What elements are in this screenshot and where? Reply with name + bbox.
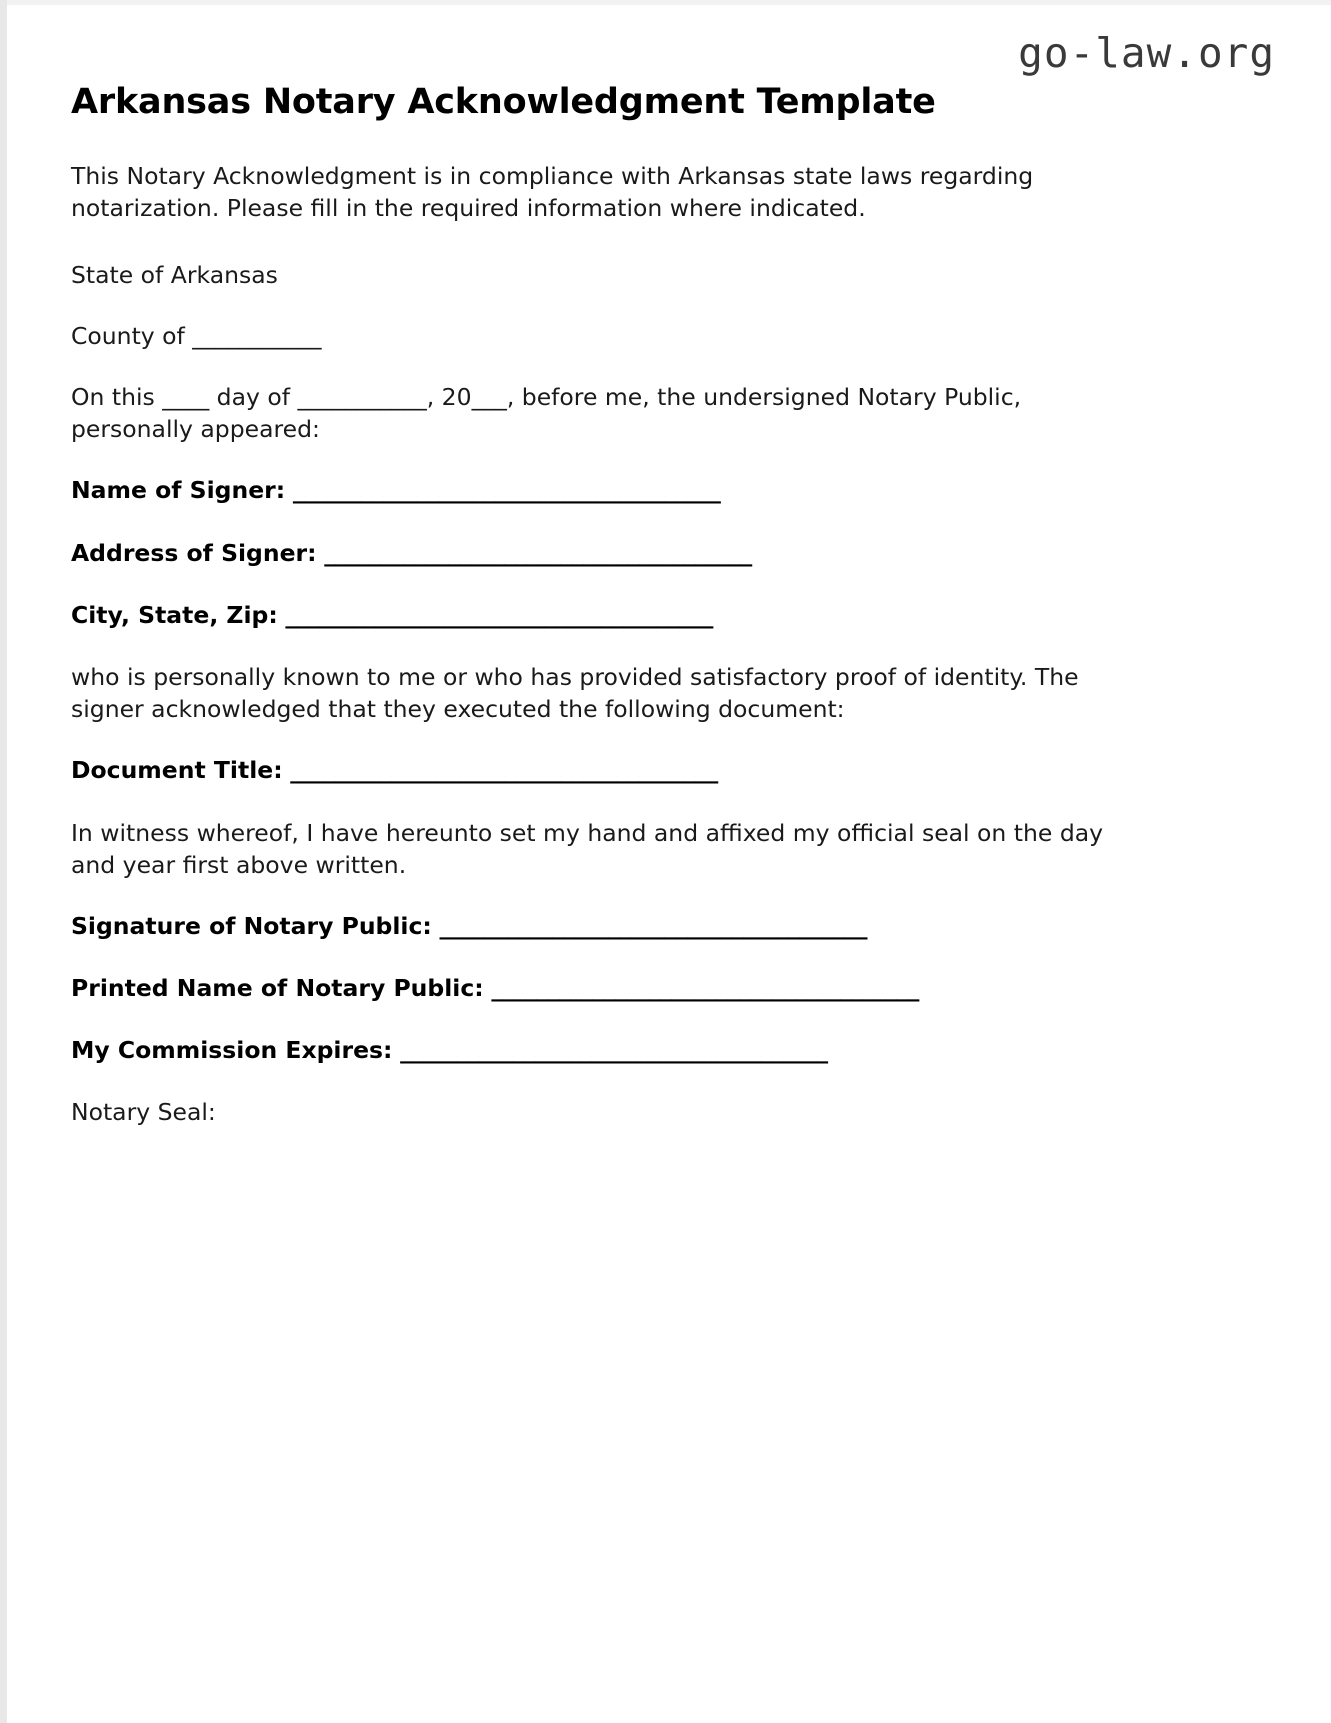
field-label: City, State, Zip: [71, 600, 278, 629]
field-label: Document Title: [71, 756, 283, 785]
page-title: Arkansas Notary Acknowledgment Template [71, 82, 936, 122]
site-watermark: go-law.org [1018, 29, 1275, 77]
field-blank[interactable]: ______________________________________ [392, 1036, 828, 1065]
field-printed-name-of-notary [71, 972, 1181, 1004]
field-label: Signature of Notary Public: [71, 911, 432, 940]
intro-paragraph: This Notary Acknowledgment is in compliance with Arkansas state laws regarding notarization. Please fill in the required information where indicated. [71, 162, 1034, 223]
field-document-title [71, 754, 1181, 786]
appearance-line: On this ____ day of ___________, 20___, before me, the undersigned Notary Public, personally appeared: [71, 383, 1022, 444]
field-commission-expires [71, 1034, 1181, 1066]
witness-paragraph: In witness whereof, I have hereunto set my hand and affixed my official seal on the day and year first above written. [71, 818, 1104, 879]
field-label: Printed Name of Notary Public: [71, 974, 484, 1003]
field-blank[interactable]: ______________________________________ [316, 538, 752, 567]
field-address-of-signer [71, 537, 1181, 569]
field-blank[interactable]: ______________________________________ [277, 600, 713, 629]
field-label: My Commission Expires: [71, 1036, 393, 1065]
page-edge-left [0, 0, 7, 1723]
field-blank[interactable]: ______________________________________ [483, 974, 919, 1003]
field-label: Address of Signer: [71, 538, 317, 567]
field-city-state-zip [71, 599, 1181, 631]
document-content [71, 82, 1181, 1129]
field-blank[interactable]: ______________________________________ [282, 756, 718, 785]
state-line: State of Arkansas [71, 260, 278, 289]
field-blank[interactable]: ______________________________________ [285, 476, 721, 505]
field-blank[interactable]: ______________________________________ [431, 911, 868, 940]
identity-paragraph: who is personally known to me or who has provided satisfactory proof of identity. The signer acknowledged that they executed the following document: [71, 662, 1079, 724]
notary-seal-label: Notary Seal: [71, 1098, 216, 1127]
field-signature-of-notary [71, 910, 1181, 942]
field-label: Name of Signer: [71, 476, 286, 505]
county-line: County of ___________ [71, 321, 322, 350]
page-edge-top [0, 0, 1331, 5]
field-name-of-signer [71, 474, 1181, 506]
